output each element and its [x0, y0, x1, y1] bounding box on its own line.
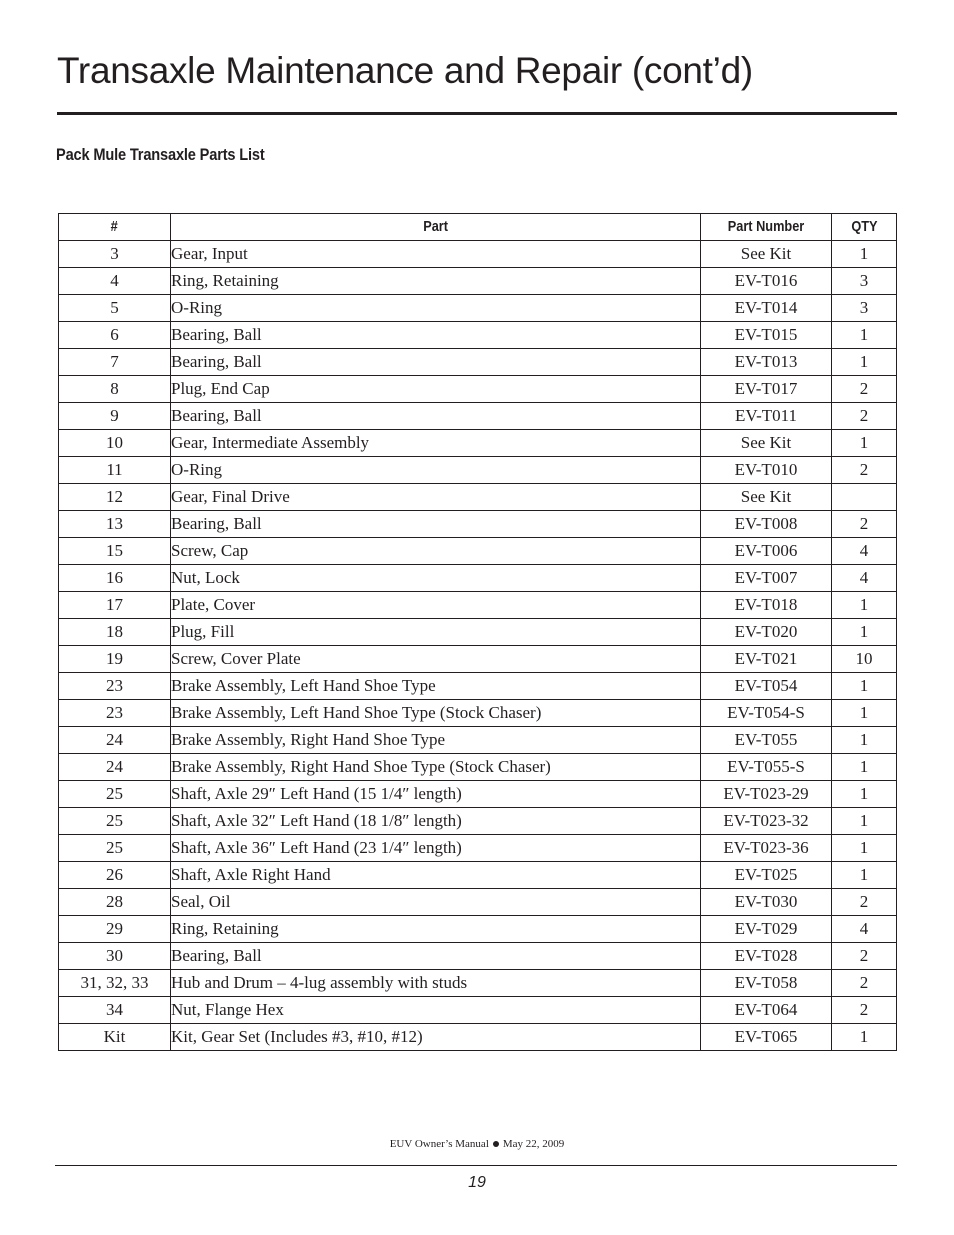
- cell-num: 23: [59, 700, 171, 727]
- cell-part-number: EV-T030: [701, 889, 832, 916]
- cell-qty: 4: [832, 538, 897, 565]
- cell-qty: 4: [832, 916, 897, 943]
- cell-part: Brake Assembly, Right Hand Shoe Type (Stock Chaser): [171, 754, 701, 781]
- table-row: [59, 592, 897, 619]
- table-row: [59, 565, 897, 592]
- cell-part-number: EV-T018: [701, 592, 832, 619]
- table-row: [59, 970, 897, 997]
- cell-num: 8: [59, 376, 171, 403]
- table-row: [59, 376, 897, 403]
- footer-manual-name: EUV Owner’s Manual: [389, 1138, 489, 1150]
- cell-part-number: EV-T055-S: [701, 754, 832, 781]
- cell-qty: 1: [832, 619, 897, 646]
- table-row: [59, 511, 897, 538]
- cell-part: Ring, Retaining: [171, 268, 701, 295]
- cell-part: Seal, Oil: [171, 889, 701, 916]
- cell-num: 18: [59, 619, 171, 646]
- cell-num: 10: [59, 430, 171, 457]
- cell-qty: 1: [832, 727, 897, 754]
- cell-part: Shaft, Axle Right Hand: [171, 862, 701, 889]
- cell-part: Brake Assembly, Left Hand Shoe Type (Stock Chaser): [171, 700, 701, 727]
- bullet-icon: [493, 1141, 499, 1147]
- table-row: [59, 538, 897, 565]
- cell-part-number: EV-T017: [701, 376, 832, 403]
- table-row: [59, 403, 897, 430]
- cell-part-number: EV-T008: [701, 511, 832, 538]
- cell-num: 30: [59, 943, 171, 970]
- cell-num: 3: [59, 241, 171, 268]
- cell-qty: 4: [832, 565, 897, 592]
- cell-part-number: EV-T015: [701, 322, 832, 349]
- cell-num: 17: [59, 592, 171, 619]
- header-num: #: [59, 214, 171, 241]
- cell-qty: 3: [832, 295, 897, 322]
- cell-part: Shaft, Axle 29″ Left Hand (15 1/4″ length): [171, 781, 701, 808]
- cell-qty: 1: [832, 835, 897, 862]
- cell-part: Nut, Flange Hex: [171, 997, 701, 1024]
- cell-num: 29: [59, 916, 171, 943]
- cell-qty: 1: [832, 754, 897, 781]
- cell-num: 34: [59, 997, 171, 1024]
- cell-qty: 2: [832, 457, 897, 484]
- cell-part: Ring, Retaining: [171, 916, 701, 943]
- cell-part-number: EV-T023-29: [701, 781, 832, 808]
- cell-part-number: EV-T021: [701, 646, 832, 673]
- cell-part-number: EV-T064: [701, 997, 832, 1024]
- cell-part: Nut, Lock: [171, 565, 701, 592]
- page-number: 19: [468, 1174, 486, 1191]
- table-row: [59, 484, 897, 511]
- cell-part: Gear, Intermediate Assembly: [171, 430, 701, 457]
- cell-qty: 10: [832, 646, 897, 673]
- table-row: [59, 322, 897, 349]
- cell-qty: 1: [832, 349, 897, 376]
- cell-qty: 1: [832, 781, 897, 808]
- table-row: [59, 727, 897, 754]
- cell-qty: 1: [832, 1024, 897, 1051]
- cell-qty: 2: [832, 376, 897, 403]
- cell-qty: 1: [832, 673, 897, 700]
- cell-qty: 2: [832, 511, 897, 538]
- table-row: [59, 781, 897, 808]
- cell-part-number: EV-T054-S: [701, 700, 832, 727]
- cell-num: 25: [59, 835, 171, 862]
- table-row: [59, 943, 897, 970]
- table-row: [59, 673, 897, 700]
- cell-part: O-Ring: [171, 295, 701, 322]
- cell-part: Shaft, Axle 36″ Left Hand (23 1/4″ length): [171, 835, 701, 862]
- cell-qty: 2: [832, 403, 897, 430]
- cell-num: 16: [59, 565, 171, 592]
- cell-part-number: EV-T055: [701, 727, 832, 754]
- table-row: [59, 916, 897, 943]
- cell-qty: 2: [832, 970, 897, 997]
- cell-num: 11: [59, 457, 171, 484]
- cell-num: 6: [59, 322, 171, 349]
- cell-part: Bearing, Ball: [171, 349, 701, 376]
- table-row: [59, 862, 897, 889]
- page-title: Transaxle Maintenance and Repair (cont’d): [57, 50, 753, 91]
- cell-part: Shaft, Axle 32″ Left Hand (18 1/8″ length): [171, 808, 701, 835]
- cell-part: Plug, End Cap: [171, 376, 701, 403]
- header-qty: QTY: [832, 214, 897, 241]
- cell-part: Screw, Cover Plate: [171, 646, 701, 673]
- cell-num: 15: [59, 538, 171, 565]
- parts-table: [58, 213, 897, 1051]
- cell-part-number: EV-T025: [701, 862, 832, 889]
- cell-part-number: EV-T023-32: [701, 808, 832, 835]
- cell-num: 23: [59, 673, 171, 700]
- cell-qty: 2: [832, 943, 897, 970]
- cell-part: Bearing, Ball: [171, 511, 701, 538]
- cell-num: 26: [59, 862, 171, 889]
- cell-part: Hub and Drum – 4-lug assembly with studs: [171, 970, 701, 997]
- cell-part-number: EV-T028: [701, 943, 832, 970]
- cell-part-number: EV-T065: [701, 1024, 832, 1051]
- cell-qty: 1: [832, 862, 897, 889]
- cell-num: 24: [59, 727, 171, 754]
- header-part: Part: [171, 214, 701, 241]
- cell-num: 7: [59, 349, 171, 376]
- table-row: [59, 619, 897, 646]
- cell-num: 12: [59, 484, 171, 511]
- cell-num: 25: [59, 781, 171, 808]
- cell-qty: 3: [832, 268, 897, 295]
- cell-part: O-Ring: [171, 457, 701, 484]
- table-row: [59, 835, 897, 862]
- cell-qty: 1: [832, 808, 897, 835]
- table-row: [59, 295, 897, 322]
- cell-part: Brake Assembly, Right Hand Shoe Type: [171, 727, 701, 754]
- table-row: [59, 808, 897, 835]
- cell-num: Kit: [59, 1024, 171, 1051]
- cell-num: 4: [59, 268, 171, 295]
- cell-part-number: EV-T010: [701, 457, 832, 484]
- cell-part: Brake Assembly, Left Hand Shoe Type: [171, 673, 701, 700]
- cell-part: Plate, Cover: [171, 592, 701, 619]
- cell-qty: 2: [832, 889, 897, 916]
- cell-qty: [832, 484, 897, 511]
- cell-part-number: EV-T006: [701, 538, 832, 565]
- footer-manual-info: [0, 1138, 954, 1150]
- cell-part-number: See Kit: [701, 484, 832, 511]
- cell-qty: 1: [832, 241, 897, 268]
- table-row: [59, 646, 897, 673]
- cell-num: 19: [59, 646, 171, 673]
- table-row: [59, 349, 897, 376]
- cell-num: 24: [59, 754, 171, 781]
- table-row: [59, 700, 897, 727]
- header-part-number: Part Number: [701, 214, 832, 241]
- cell-qty: 2: [832, 997, 897, 1024]
- cell-num: 25: [59, 808, 171, 835]
- table-row: [59, 430, 897, 457]
- table-row: [59, 241, 897, 268]
- cell-qty: 1: [832, 700, 897, 727]
- cell-part-number: EV-T007: [701, 565, 832, 592]
- cell-part: Bearing, Ball: [171, 943, 701, 970]
- cell-num: 5: [59, 295, 171, 322]
- cell-qty: 1: [832, 430, 897, 457]
- footer-date: May 22, 2009: [502, 1138, 565, 1150]
- cell-part-number: See Kit: [701, 430, 832, 457]
- title-divider: [57, 112, 897, 115]
- cell-part-number: See Kit: [701, 241, 832, 268]
- table-row: [59, 268, 897, 295]
- cell-part: Bearing, Ball: [171, 322, 701, 349]
- cell-num: 9: [59, 403, 171, 430]
- cell-part: Kit, Gear Set (Includes #3, #10, #12): [171, 1024, 701, 1051]
- footer-divider: [55, 1165, 897, 1166]
- table-row: [59, 997, 897, 1024]
- table-row: [59, 754, 897, 781]
- cell-part-number: EV-T029: [701, 916, 832, 943]
- cell-part-number: EV-T058: [701, 970, 832, 997]
- cell-num: 13: [59, 511, 171, 538]
- cell-part-number: EV-T023-36: [701, 835, 832, 862]
- table-row: [59, 1024, 897, 1051]
- table-row: [59, 889, 897, 916]
- cell-part: Plug, Fill: [171, 619, 701, 646]
- cell-qty: 1: [832, 592, 897, 619]
- cell-part: Gear, Final Drive: [171, 484, 701, 511]
- cell-part-number: EV-T013: [701, 349, 832, 376]
- cell-part-number: EV-T011: [701, 403, 832, 430]
- cell-part: Screw, Cap: [171, 538, 701, 565]
- cell-part: Bearing, Ball: [171, 403, 701, 430]
- cell-part: Gear, Input: [171, 241, 701, 268]
- table-row: [59, 457, 897, 484]
- cell-num: 28: [59, 889, 171, 916]
- section-heading: Pack Mule Transaxle Parts List: [56, 145, 265, 164]
- cell-num: 31, 32, 33: [59, 970, 171, 997]
- parts-table-body: [59, 241, 897, 1051]
- table-header-row: [59, 214, 897, 241]
- cell-qty: 1: [832, 322, 897, 349]
- cell-part-number: EV-T054: [701, 673, 832, 700]
- cell-part-number: EV-T016: [701, 268, 832, 295]
- cell-part-number: EV-T020: [701, 619, 832, 646]
- cell-part-number: EV-T014: [701, 295, 832, 322]
